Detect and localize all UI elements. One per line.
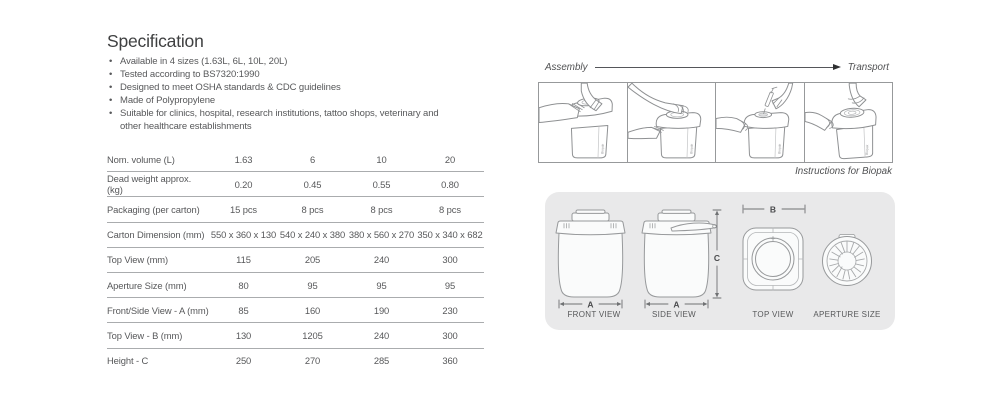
- table-cell-value: 230: [442, 304, 458, 316]
- table-cell-value: 85: [238, 304, 249, 316]
- assembly-arrow-line: [595, 67, 832, 68]
- instruction-panel-strip: [538, 82, 893, 163]
- table-cell-value: 270: [304, 355, 321, 367]
- table-cell-label: Dead weight approx. (kg): [107, 173, 192, 196]
- table-cell-value: 95: [307, 279, 318, 291]
- table-cell-value: 1.63: [234, 153, 253, 165]
- aperture-drawing: [823, 235, 872, 286]
- table-cell-value: 160: [304, 304, 321, 316]
- close-cap-illustration: [805, 83, 893, 162]
- aperture-size-label: APERTURE SIZE: [813, 310, 881, 319]
- product-name-on-container: Biopak: [777, 143, 782, 154]
- product-name-on-container: Biopak: [864, 144, 869, 155]
- place-lid-illustration: [539, 83, 627, 162]
- table-cell-value: 300: [442, 329, 458, 341]
- table-cell-value: 0.45: [303, 178, 322, 190]
- table-cell-value: 350 x 340 x 682: [417, 229, 483, 241]
- spec-bullet: • Suitable for clinics, hospital, research institutions, tattoo shops, veterinary and other healthcare establishments: [107, 108, 459, 134]
- product-name-on-container: Biopak: [600, 143, 605, 154]
- table-cell-value: 300: [442, 254, 458, 266]
- table-cell-value: 20: [444, 153, 456, 165]
- table-cell-label: Top View - B (mm): [107, 329, 183, 341]
- spec-bullet: • Made of Polypropylene: [107, 95, 459, 108]
- table-cell-value: 240: [373, 329, 390, 341]
- table-cell-value: 0.55: [372, 178, 391, 190]
- table-cell-label: Carton Dimension (mm): [107, 229, 205, 241]
- table-cell-value: 1205: [302, 329, 323, 341]
- table-cell-value: 95: [444, 279, 456, 291]
- specification-table: [107, 147, 484, 373]
- front-view-label: FRONT VIEW: [567, 310, 621, 319]
- table-cell-value: 8 pcs: [370, 203, 393, 215]
- table-cell-value: 80: [238, 279, 249, 291]
- dimension-diagram-panel: [545, 192, 895, 330]
- table-cell-value: 0.80: [441, 178, 459, 190]
- assembly-label: Assembly: [545, 61, 588, 73]
- table-cell-label: Packaging (per carton): [107, 203, 200, 215]
- instruction-panel-close-cap: [805, 83, 893, 162]
- product-name-on-container: Biopak: [688, 143, 694, 154]
- table-cell-value: 360: [442, 355, 458, 367]
- dim-a-label: A: [587, 299, 594, 310]
- top-view-label: TOP VIEW: [752, 310, 794, 319]
- table-cell-value: 10: [376, 153, 387, 165]
- page-title: Specification: [107, 31, 204, 51]
- table-row: [107, 349, 484, 373]
- instruction-panel-press-lid: [628, 83, 717, 162]
- table-cell-value: 95: [376, 279, 387, 291]
- table-cell-label: Height - C: [107, 355, 149, 367]
- table-cell-value: 115: [236, 254, 251, 266]
- transport-label: Transport: [847, 61, 889, 73]
- dim-a-label: A: [673, 299, 680, 310]
- table-cell-value: 15 pcs: [229, 203, 258, 215]
- table-cell-value: 240: [373, 254, 390, 266]
- table-cell-label: Aperture Size (mm): [107, 279, 187, 291]
- table-cell-value: 130: [235, 329, 252, 341]
- table-cell-value: 8 pcs: [439, 203, 461, 215]
- insert-sharp-illustration: [716, 83, 804, 162]
- instruction-panel-place-lid: [539, 83, 628, 162]
- spec-bullet-list: [107, 56, 459, 133]
- table-cell-value: 6: [309, 153, 316, 165]
- table-row: [107, 172, 484, 197]
- table-row: [107, 223, 484, 248]
- table-cell-value: 380 x 560 x 270: [348, 229, 415, 241]
- spec-bullet: • Available in 4 sizes (1.63L, 6L, 10L, 20L): [107, 56, 459, 69]
- press-lid-illustration: [628, 83, 716, 162]
- table-cell-value: 285: [373, 355, 390, 367]
- dim-b-label: B: [769, 204, 777, 215]
- front-view-drawing: [556, 210, 625, 297]
- table-cell-value: 550 x 360 x 130: [210, 229, 277, 241]
- table-row: [107, 298, 484, 323]
- table-cell-value: 0.20: [234, 178, 253, 190]
- table-cell-value: 8 pcs: [301, 203, 324, 215]
- spec-bullet: • Designed to meet OSHA standards & CDC guidelines: [107, 82, 459, 95]
- table-cell-label: Top View (mm): [107, 254, 169, 266]
- table-row: [107, 197, 484, 222]
- table-cell-value: 190: [373, 304, 390, 316]
- table-row: [107, 248, 484, 273]
- top-view-drawing: [743, 228, 803, 290]
- side-view-label: SIDE VIEW: [651, 310, 697, 319]
- table-cell-value: 205: [304, 254, 321, 266]
- assembly-transport-header: [545, 60, 889, 74]
- table-cell-label: Nom. volume (L): [107, 153, 175, 165]
- table-cell-label: Front/Side View - A (mm): [107, 304, 209, 316]
- right-arrow-icon: [833, 64, 841, 70]
- spec-bullet: • Tested according to BS7320:1990: [107, 69, 459, 82]
- table-row: [107, 147, 484, 172]
- table-row: [107, 273, 484, 298]
- table-cell-value: 250: [235, 355, 252, 367]
- instructions-caption: Instructions for Biopak: [795, 166, 892, 177]
- dim-c-label: C: [713, 253, 721, 263]
- side-view-drawing: [642, 210, 717, 297]
- table-cell-value: 540 x 240 x 380: [279, 229, 346, 241]
- table-row: [107, 323, 484, 348]
- instruction-panel-insert-sharp: [716, 83, 805, 162]
